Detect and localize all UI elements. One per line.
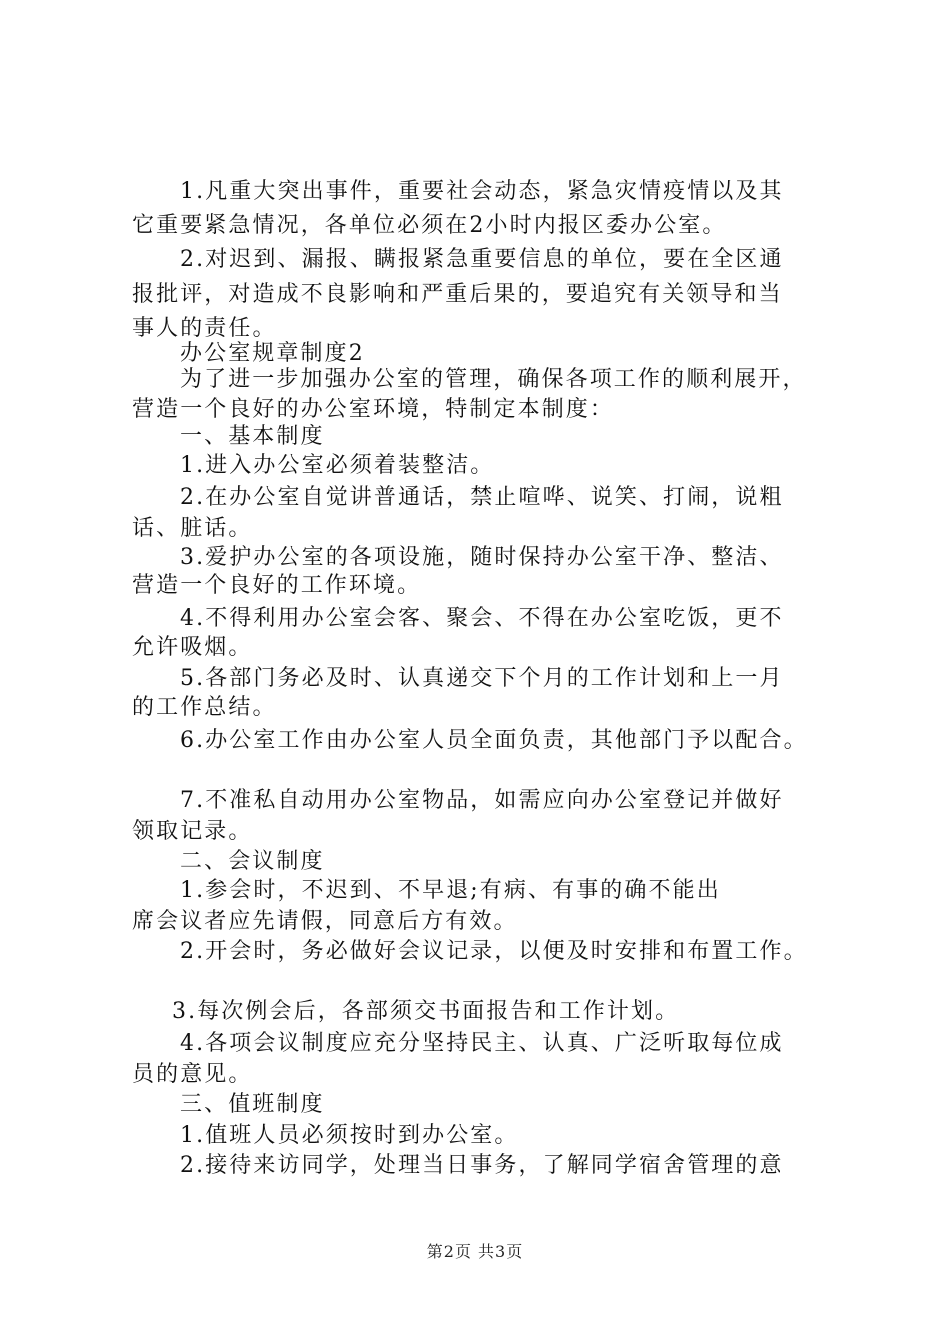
text-line: 报批评，对造成不良影响和严重后果的，要追究有关领导和当 <box>132 282 783 307</box>
section-heading: 一、基本制度 <box>180 424 325 449</box>
text-line: 2.接待来访同学，处理当日事务，了解同学宿舍管理的意 <box>180 1153 784 1178</box>
text-line: 4.各项会议制度应充分坚持民主、认真、广泛听取每位成 <box>180 1031 784 1056</box>
text-line: 它重要紧急情况，各单位必须在2小时内报区委办公室。 <box>132 213 727 238</box>
text-line: 领取记录。 <box>132 819 253 844</box>
text-line: 3.爱护办公室的各项设施，随时保持办公室干净、整洁、 <box>180 545 784 570</box>
text-line: 1.凡重大突出事件，重要社会动态，紧急灾情疫情以及其 <box>180 179 784 204</box>
text-line: 的工作总结。 <box>132 695 277 720</box>
text-line: 2.开会时，务必做好会议记录，以便及时安排和布置工作。 <box>180 939 808 964</box>
text-line: 席会议者应先请假，同意后方有效。 <box>132 909 518 934</box>
text-line: 事人的责任。 <box>132 316 277 341</box>
text-line: 4.不得利用办公室会客、聚会、不得在办公室吃饭，更不 <box>180 606 784 631</box>
text-line: 3.每次例会后，各部须交书面报告和工作计划。 <box>172 999 680 1024</box>
text-line: 员的意见。 <box>132 1062 253 1087</box>
text-line: 5.各部门务必及时、认真递交下个月的工作计划和上一月 <box>180 666 784 691</box>
text-line: 为了进一步加强办公室的管理，确保各项工作的顺利展开， <box>180 367 807 392</box>
page-number: 第2页 共3页 <box>426 1242 524 1261</box>
section-heading: 二、会议制度 <box>180 849 325 874</box>
section-heading: 办公室规章制度2 <box>180 341 365 366</box>
text-line: 营造一个良好的办公室环境，特制定本制度： <box>132 397 615 422</box>
text-line: 2.对迟到、漏报、瞒报紧急重要信息的单位，要在全区通 <box>180 247 784 272</box>
text-line: 营造一个良好的工作环境。 <box>132 573 422 598</box>
section-heading: 三、值班制度 <box>180 1092 325 1117</box>
text-line: 6.办公室工作由办公室人员全面负责，其他部门予以配合。 <box>180 728 808 753</box>
text-line: 1.进入办公室必须着装整洁。 <box>180 453 495 478</box>
text-line: 话、脏话。 <box>132 516 253 541</box>
text-line: 2.在办公室自觉讲普通话，禁止喧哗、说笑、打闹，说粗 <box>180 485 784 510</box>
text-line: 1.参会时，不迟到、不早退;有病、有事的确不能出 <box>180 878 721 903</box>
text-line: 1.值班人员必须按时到办公室。 <box>180 1123 519 1148</box>
text-line: 允许吸烟。 <box>132 635 253 660</box>
text-line: 7.不准私自动用办公室物品，如需应向办公室登记并做好 <box>180 788 784 813</box>
